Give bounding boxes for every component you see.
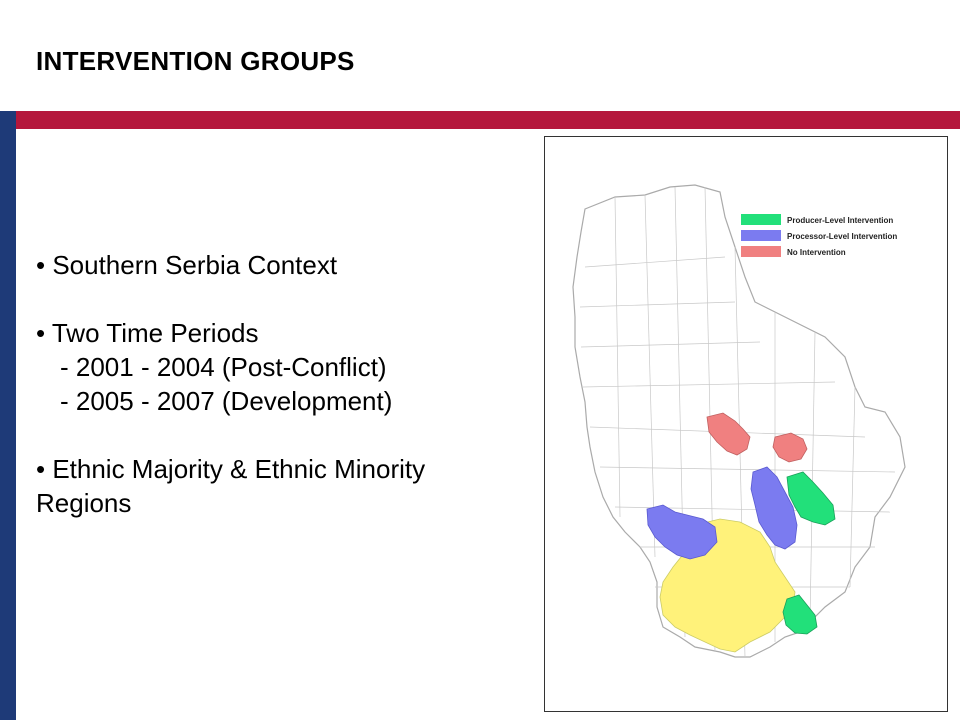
legend-swatch-processor bbox=[741, 230, 781, 241]
legend-swatch-producer bbox=[741, 214, 781, 225]
map-legend bbox=[741, 214, 897, 257]
slide-title: INTERVENTION GROUPS bbox=[36, 46, 355, 76]
bullet-list bbox=[36, 248, 526, 520]
serbia-map-svg bbox=[545, 137, 947, 711]
legend-label-processor: Processor-Level Intervention bbox=[787, 232, 898, 241]
sub-bullet-post-conflict: - 2001 - 2004 (Post-Conflict) bbox=[60, 352, 387, 382]
legend-swatch-no-intervention bbox=[741, 246, 781, 257]
legend-label-producer: Producer-Level Intervention bbox=[787, 216, 894, 225]
bullet-time-periods: • Two Time Periods bbox=[36, 318, 259, 348]
serbia-map bbox=[544, 136, 948, 712]
bullet-ethnic-regions: • Ethnic Majority & Ethnic Minority Regions bbox=[36, 454, 426, 518]
sub-bullet-development: - 2005 - 2007 (Development) bbox=[60, 386, 393, 416]
legend-label-no-intervention: No Intervention bbox=[787, 248, 846, 257]
header-red-stripe bbox=[0, 111, 960, 129]
bullet-southern-serbia: • Southern Serbia Context bbox=[36, 250, 338, 280]
left-blue-bar bbox=[0, 111, 16, 720]
